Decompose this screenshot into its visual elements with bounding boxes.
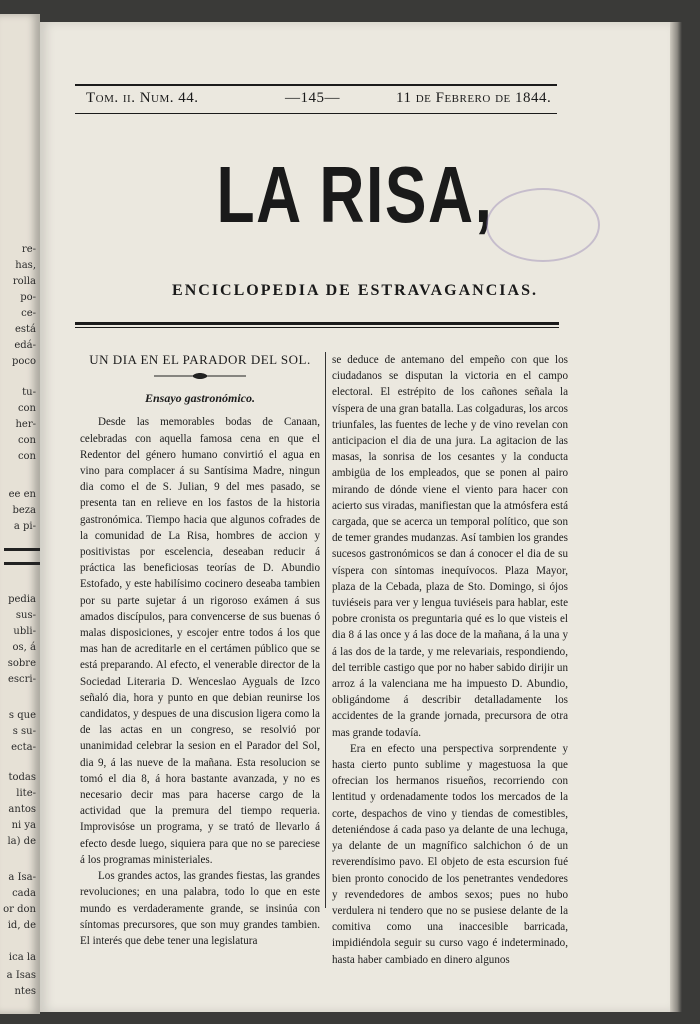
facing-page-text-fragment: antos bbox=[8, 804, 36, 815]
facing-page-text-fragment: escri- bbox=[7, 674, 36, 685]
facing-page-text-fragment: s su- bbox=[12, 726, 36, 737]
facing-page-rule bbox=[4, 548, 40, 551]
facing-page-text-fragment: todas bbox=[8, 772, 36, 783]
facing-page-text-fragment: her- bbox=[15, 419, 36, 430]
facing-page-text-fragment: está bbox=[14, 324, 36, 335]
masthead-rule-thick bbox=[75, 322, 559, 325]
facing-page-text-fragment: ubli- bbox=[13, 626, 36, 637]
page-edge bbox=[670, 22, 682, 1012]
facing-page-text-fragment: a Isas bbox=[6, 970, 36, 981]
facing-page-text-fragment: poco bbox=[11, 356, 36, 367]
facing-page-text-fragment: pedia bbox=[8, 594, 36, 605]
facing-page-text-fragment: po- bbox=[20, 292, 36, 303]
facing-page-text-fragment: s que bbox=[8, 710, 36, 721]
facing-page-text-fragment: con bbox=[17, 451, 36, 462]
masthead-subtitle: ENCICLOPEDIA DE ESTRAVAGANCIAS. bbox=[172, 282, 538, 299]
facing-page-text-fragment: edá- bbox=[14, 340, 36, 351]
masthead-rule-thin bbox=[75, 327, 559, 328]
facing-page-text-fragment: ce- bbox=[21, 308, 36, 319]
article-paragraph: Los grandes actos, las grandes fiestas, las grandes revoluciones; en una palabra, todo lo que en este mundo es verdaderamente grande, se insinúa con síntomas precursores, que son muy grandes tambien. El interés que debe tener una legislatura bbox=[80, 870, 320, 947]
facing-page-text-fragment: os, á bbox=[12, 642, 36, 653]
facing-page-rule bbox=[4, 562, 40, 565]
facing-page-text-fragment: la) de bbox=[7, 836, 36, 847]
masthead-title: LA RISA, bbox=[216, 150, 494, 239]
article-column-2 bbox=[332, 352, 568, 968]
facing-page-text-fragment: con bbox=[17, 435, 36, 446]
facing-page-text-fragment: rolla bbox=[12, 276, 36, 287]
article-column-1 bbox=[80, 352, 320, 949]
ornament-icon bbox=[152, 372, 248, 380]
article-title: UN DIA EN EL PARADOR DEL SOL. bbox=[89, 352, 311, 367]
facing-page-text-fragment: beza bbox=[12, 505, 36, 516]
facing-page-text-fragment: id, de bbox=[7, 920, 36, 931]
facing-page-text-fragment: ni ya bbox=[11, 820, 36, 831]
article-subtitle: Ensayo gastronómico. bbox=[144, 391, 255, 406]
header-top-rule bbox=[75, 84, 557, 86]
facing-page-text-fragment: a Isa- bbox=[8, 872, 36, 883]
article-paragraph: Desde las memorables bodas de Canaan, celebradas con aquella famosa cena en que el Redentor del género humano convirtió el agua en vino para complacer á su Santísima Madre, ningun dia como el de S. Julian, 9 del mes pasado, se presenta tan en relieve en los fastos de la historia gastronómica. Tiempo hacia que algunos cofrades de la comunidad de La Risa, hombres de accion y positivistas por escelencia, deseaban reducir á práctica las beneficiosas teorías de D. Abundio Estofado, y este habilísimo cocinero deseaba tambien por su parte sujetar á un rigoroso exámen á sus amados discípulos, para convencerse de sus buenas ó malas disposiciones, y escojer entre todos á los que mas han de acreditarle en el certámen público que se está preparando. Al efecto, el venerable director de la Sociedad Literaria D. Wenceslao Ayguals de Izco señaló dia, hora y punto en que debian reunirse los candidatos, y despues de una discusion ligera como la de las actas en un congreso, se resolvió por unanimidad celebrar la sesion en el Parador del Sol, dia 9, á las nueve de la mañana. Esta resolucion se tomó el dia 8, á hora bastante avanzada, y no es necesario decir mas para hacerse cargo de la actividad que la premura del tiempo requeria. Improvisóse un programa, y se trató de llevarlo á efecto desde luego, siquiera para que no se pareciese á los programas ministeriales. bbox=[80, 416, 320, 866]
facing-page-text-fragment: sobre bbox=[7, 658, 36, 669]
facing-page-text-fragment: ica la bbox=[8, 952, 36, 963]
facing-page-text-fragment: tu- bbox=[22, 387, 36, 398]
facing-page-text-fragment: ecta- bbox=[11, 742, 36, 753]
facing-page-text-fragment: sus- bbox=[15, 610, 36, 621]
facing-page-text-fragment: con bbox=[17, 403, 36, 414]
facing-page-text-fragment: lite- bbox=[16, 788, 36, 799]
facing-page-text-fragment: a pi- bbox=[13, 521, 36, 532]
facing-page-text-fragment: cada bbox=[12, 888, 36, 899]
volume-number: Tom. ii. Num. 44. bbox=[86, 90, 199, 106]
facing-page-text-fragment: has, bbox=[15, 260, 36, 271]
facing-page-text-fragment: ee en bbox=[8, 489, 36, 500]
column-divider bbox=[325, 352, 326, 908]
facing-page-text-fragment: ntes bbox=[14, 986, 36, 997]
library-stamp bbox=[486, 188, 600, 262]
article-paragraph: se deduce de antemano del empeño con que los ciudadanos se disputan la victoria en el campo electoral. El estrépito de los cañones señala la víspera de una gran batalla. Las colgaduras, los arcos triunfales, las fuentes de leche y de vino revelan con anticipacion el dia de una jura. La agitacion de las masas, la sonrisa de los cesantes y la conducta ambigüa de los empleados, que se ponen al pairo mirando de dónde viene el viento para hacer con acierto sus viradas, manifiestan que la atmósfera está cargada, que se acerca un temporal político, que son de temer grandes mudanzas. Así tambien los grandes sucesos gastronómicos se dan á conocer el dia de su víspera con síntomas inequívocos. Plaza Mayor, plaza de la Cebada, plaza de Sto. Domingo, si ójos tuviéseis para ver y lengua tuviéseis para hablar, este pobre cronista os preguntaria qué es lo que visteis el dia 8 á las once y á las doce de la mañana, á la una y á las dos de la tarde, y me relevariais, respondiendo, del terrible castigo que por no haber sabido dirijir un arroz á la valenciana me ha impuesto D. Abundio, obligándome á describir detalladamente los accidentes de la grande jornada, precursora de otra mas grande todavía. bbox=[332, 354, 568, 739]
issue-date: 11 de Febrero de 1844. bbox=[396, 90, 552, 106]
header-bottom-rule bbox=[75, 113, 557, 114]
facing-page-fragment bbox=[0, 14, 40, 1014]
page-number: —145— bbox=[285, 90, 340, 106]
article-paragraph: Era en efecto una perspectiva sorprendente y hasta cierto punto sublime y magestuosa la que ofrecian los hermanos risueños, recorriendo con lentitud y ordenadamente todos los mercados de la corte, despachos de vino y tiendas de comestibles, deteniéndose á cada paso ya delante de una lechuga, ya delante de un magnífico salchichon ó de un reverendísimo pavo. El objeto de esta escursion fué bien pronto conocido de los penetrantes vendedores y revendedores de ambos sexos; pues no hubo verdulera ni tendero que no se pusiese delante de la comitiva como una inaccesible barricada, impidiéndola seguir su curso vago é indeterminado, hasta haber cambiado en dinero algunos bbox=[332, 742, 568, 966]
facing-page-text-fragment: re- bbox=[21, 244, 36, 255]
facing-page-text-fragment: or don bbox=[3, 904, 36, 915]
